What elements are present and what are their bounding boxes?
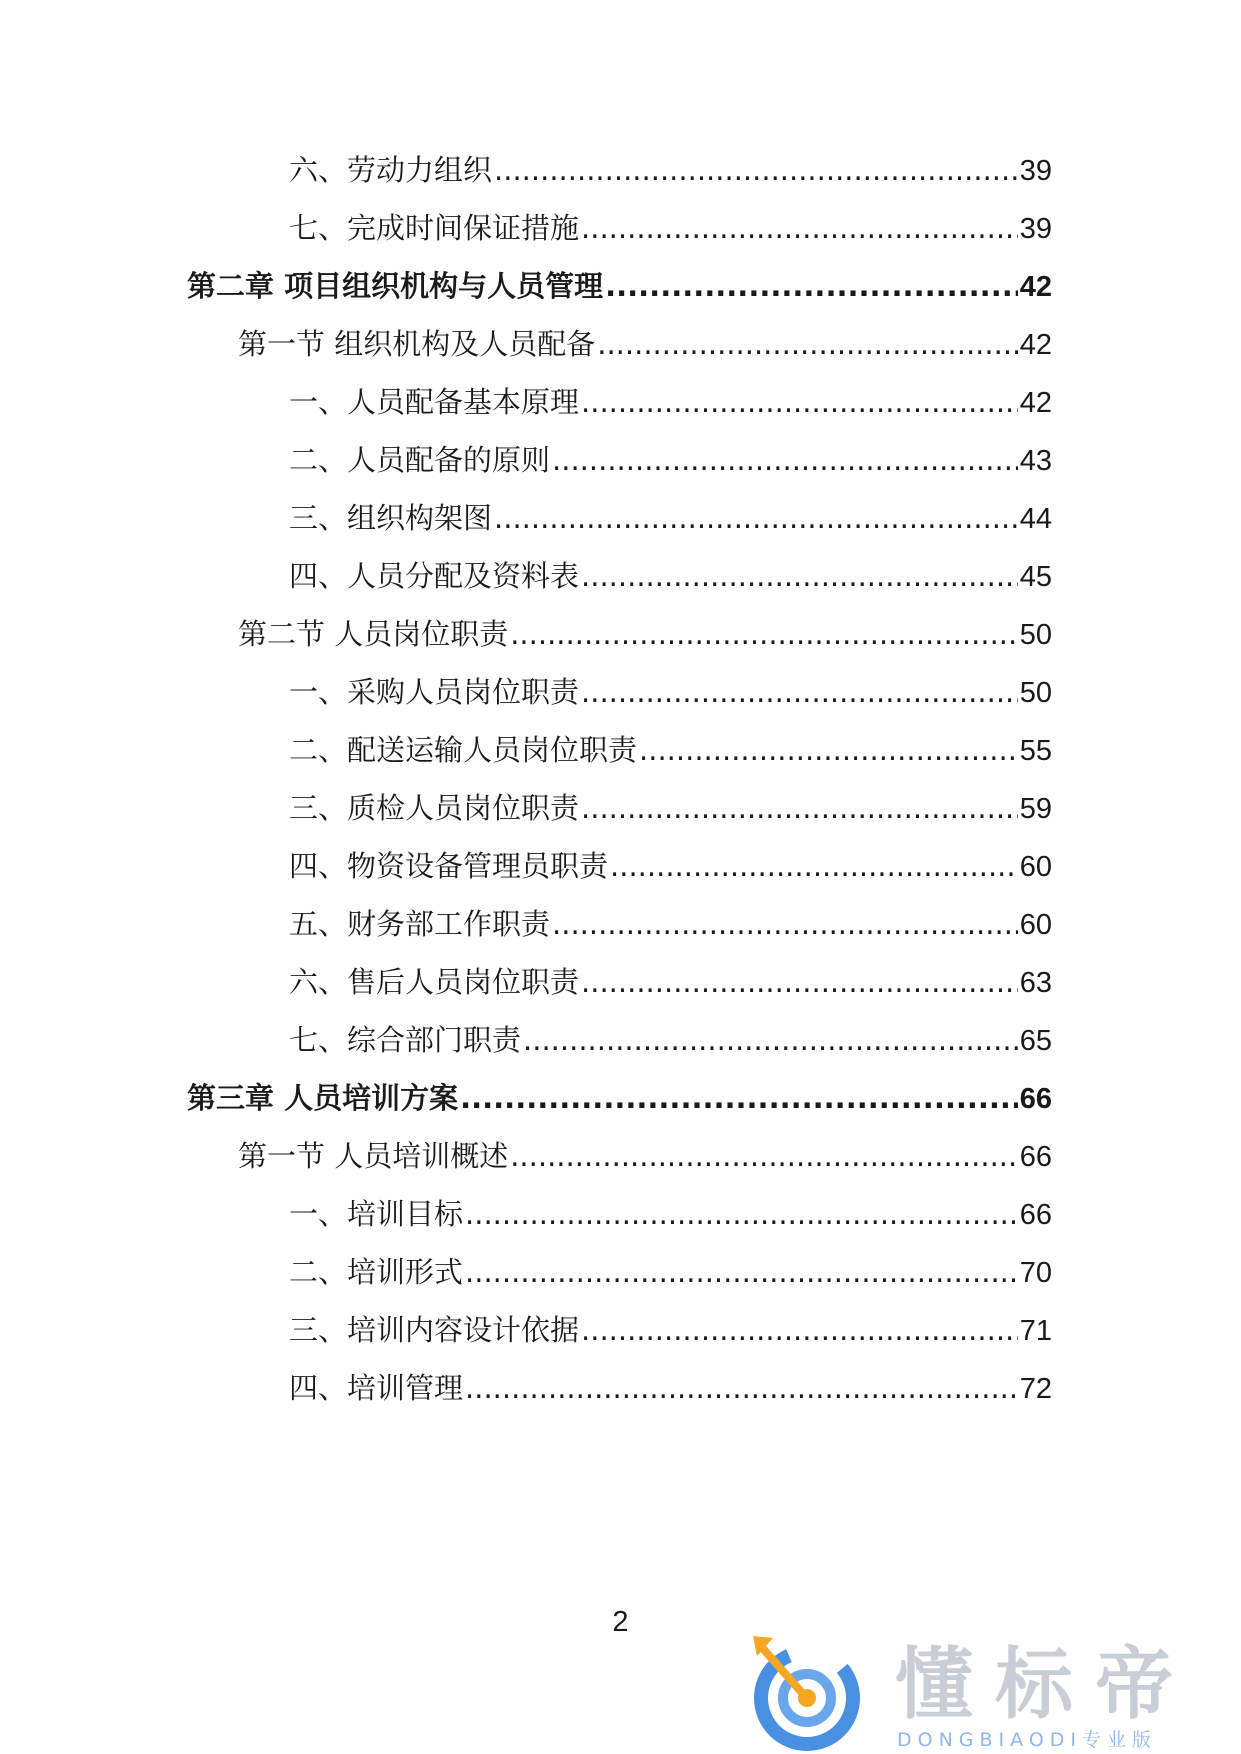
toc-dot-leader bbox=[605, 264, 1018, 308]
toc-entry[interactable] bbox=[289, 902, 1052, 946]
toc-entry[interactable] bbox=[289, 380, 1052, 424]
toc-entry[interactable] bbox=[289, 438, 1052, 482]
toc-section-entry[interactable] bbox=[238, 612, 1052, 656]
toc-entry-page: 60 bbox=[1019, 851, 1052, 883]
toc-entry-page: 60 bbox=[1019, 909, 1052, 941]
toc-entry-page: 66 bbox=[1019, 1141, 1052, 1173]
toc-entry-title: 七、综合部门职责 bbox=[289, 1023, 522, 1057]
toc-entry-page: 63 bbox=[1019, 967, 1052, 999]
toc-entry-page: 66 bbox=[1019, 1199, 1052, 1231]
toc-dot-leader bbox=[523, 1018, 1018, 1062]
toc-entry[interactable] bbox=[289, 148, 1052, 192]
toc-dot-leader bbox=[494, 148, 1018, 192]
toc-entry-title: 第三章 人员培训方案 bbox=[187, 1081, 459, 1115]
toc-entry-title: 一、培训目标 bbox=[289, 1197, 464, 1231]
toc-dot-leader bbox=[610, 844, 1018, 888]
toc-dot-leader bbox=[494, 496, 1018, 540]
toc-entry[interactable] bbox=[289, 728, 1052, 772]
toc-entry[interactable] bbox=[289, 206, 1052, 250]
toc-section-entry[interactable] bbox=[238, 322, 1052, 366]
toc-section-entry[interactable] bbox=[238, 1134, 1052, 1178]
toc-dot-leader bbox=[510, 1134, 1018, 1178]
toc-dot-leader bbox=[581, 206, 1018, 250]
toc-dot-leader bbox=[581, 960, 1018, 1004]
toc-entry[interactable] bbox=[289, 670, 1052, 714]
toc-entry-page: 45 bbox=[1019, 561, 1052, 593]
toc-dot-leader bbox=[581, 670, 1018, 714]
toc-entry-title: 二、培训形式 bbox=[289, 1255, 464, 1289]
toc-entry-page: 71 bbox=[1019, 1315, 1052, 1347]
toc-dot-leader bbox=[465, 1366, 1018, 1410]
toc-dot-leader bbox=[639, 728, 1018, 772]
watermark bbox=[745, 1632, 1241, 1754]
page-number: 2 bbox=[612, 1606, 629, 1638]
toc-entry-title: 第一节 人员培训概述 bbox=[238, 1139, 509, 1173]
toc-entry-title: 三、质检人员岗位职责 bbox=[289, 791, 580, 825]
toc-entry-title: 四、人员分配及资料表 bbox=[289, 559, 580, 593]
toc-entry-title: 六、劳动力组织 bbox=[289, 153, 493, 187]
toc-entry-title: 第二章 项目组织机构与人员管理 bbox=[187, 269, 604, 303]
toc-entry-title: 三、组织构架图 bbox=[289, 501, 493, 535]
toc-entry-page: 42 bbox=[1019, 387, 1052, 419]
toc-entry[interactable] bbox=[289, 1366, 1052, 1410]
toc-entry-title: 二、配送运输人员岗位职责 bbox=[289, 733, 638, 767]
toc-dot-leader bbox=[581, 1308, 1018, 1352]
toc-entry[interactable] bbox=[289, 1018, 1052, 1062]
toc-dot-leader bbox=[465, 1250, 1018, 1294]
toc-dot-leader bbox=[552, 902, 1018, 946]
toc-entry-title: 第一节 组织机构及人员配备 bbox=[238, 327, 596, 361]
toc-dot-leader bbox=[581, 786, 1018, 830]
toc-entry-page: 59 bbox=[1019, 793, 1052, 825]
toc-entry[interactable] bbox=[289, 554, 1052, 598]
toc-dot-leader bbox=[510, 612, 1018, 656]
toc-entry-page: 42 bbox=[1019, 271, 1052, 303]
toc-entry-page: 39 bbox=[1019, 213, 1052, 245]
toc-entry-title: 五、财务部工作职责 bbox=[289, 907, 551, 941]
toc-entry-page: 70 bbox=[1019, 1257, 1052, 1289]
toc-entry-title: 七、完成时间保证措施 bbox=[289, 211, 580, 245]
toc-entry[interactable] bbox=[289, 496, 1052, 540]
toc-entry-title: 第二节 人员岗位职责 bbox=[238, 617, 509, 651]
target-arrow-icon bbox=[745, 1632, 865, 1754]
toc-entry-page: 65 bbox=[1019, 1025, 1052, 1057]
toc-entry[interactable] bbox=[289, 1250, 1052, 1294]
watermark-brand: 懂标帝 bbox=[895, 1640, 1196, 1730]
toc-entry-page: 44 bbox=[1019, 503, 1052, 535]
toc-entry[interactable] bbox=[289, 1192, 1052, 1236]
toc-dot-leader bbox=[552, 438, 1018, 482]
toc-entry-page: 42 bbox=[1019, 329, 1052, 361]
toc-dot-leader bbox=[460, 1076, 1018, 1120]
toc-entry[interactable] bbox=[289, 960, 1052, 1004]
toc-entry-page: 55 bbox=[1019, 735, 1052, 767]
toc-entry-title: 三、培训内容设计依据 bbox=[289, 1313, 580, 1347]
toc-entry-title: 一、人员配备基本原理 bbox=[289, 385, 580, 419]
toc-entry-page: 66 bbox=[1019, 1083, 1052, 1115]
toc-entry-title: 六、售后人员岗位职责 bbox=[289, 965, 580, 999]
toc-dot-leader bbox=[581, 554, 1018, 598]
toc-dot-leader bbox=[465, 1192, 1018, 1236]
toc-entry[interactable] bbox=[289, 1308, 1052, 1352]
toc-entry-title: 四、物资设备管理员职责 bbox=[289, 849, 609, 883]
toc-entry-title: 一、采购人员岗位职责 bbox=[289, 675, 580, 709]
toc-entry-page: 50 bbox=[1019, 677, 1052, 709]
watermark-subtitle: DONGBIAODI专业版 bbox=[897, 1729, 1158, 1751]
toc-entry[interactable] bbox=[289, 844, 1052, 888]
toc-entry-page: 43 bbox=[1019, 445, 1052, 477]
toc-dot-leader bbox=[597, 322, 1018, 366]
toc-dot-leader bbox=[581, 380, 1018, 424]
toc-entry-title: 二、人员配备的原则 bbox=[289, 443, 551, 477]
toc-entry-page: 39 bbox=[1019, 155, 1052, 187]
toc-chapter-entry[interactable] bbox=[187, 1076, 1052, 1120]
toc-entry-page: 72 bbox=[1019, 1373, 1052, 1405]
toc-entry[interactable] bbox=[289, 786, 1052, 830]
toc-entry-page: 50 bbox=[1019, 619, 1052, 651]
toc-entry-title: 四、培训管理 bbox=[289, 1371, 464, 1405]
toc-chapter-entry[interactable] bbox=[187, 264, 1052, 308]
